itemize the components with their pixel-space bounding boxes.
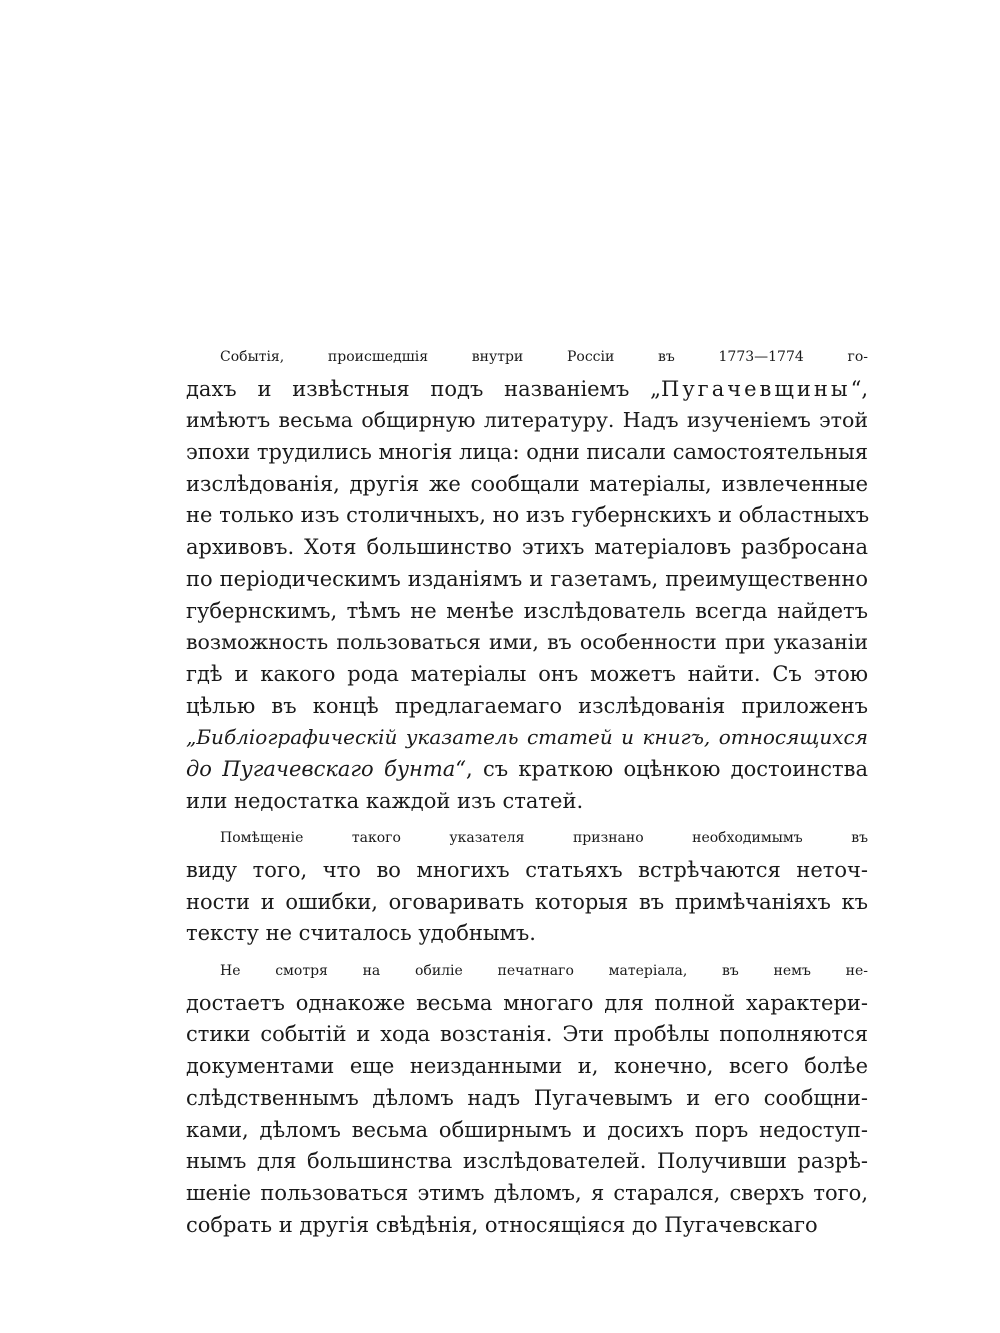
text-line xyxy=(186,1019,868,1051)
text-line xyxy=(186,342,868,374)
text-run: ности и ошибки, оговаривать которыя въ примѣчаніяхъ къ xyxy=(186,889,868,914)
text-run: не только изъ столичныхъ, но изъ губернскихъ и областныхъ xyxy=(186,503,870,528)
text-line xyxy=(186,918,868,950)
text-line xyxy=(186,1146,868,1178)
text-line xyxy=(186,659,868,691)
text-line xyxy=(186,1051,868,1083)
text-run: по періодическимъ изданіямъ и газетамъ, преимущественно xyxy=(186,566,868,591)
text-run: Событія, происшедшія внутри Россіи въ 1773—1774 го- xyxy=(220,349,868,365)
text-run: достаетъ однакоже весьма многаго для полной характери- xyxy=(186,990,868,1015)
text-run: собрать и другія свѣдѣнія, относящіяся до Пугачевскаго xyxy=(186,1212,818,1237)
text-run: имѣютъ весьма общирную литературу. Надъ изученіемъ этой xyxy=(186,408,868,433)
text-line xyxy=(186,469,868,501)
text-line xyxy=(186,564,868,596)
text-run: виду того, что во многихъ статьяхъ встрѣчаются неточ- xyxy=(186,858,868,882)
text-run: изслѣдованія, другія же сообщали матеріалы, извлеченные xyxy=(186,471,868,496)
text-line xyxy=(186,722,868,754)
text-line xyxy=(186,532,868,564)
text-line xyxy=(186,956,868,988)
paragraph xyxy=(186,823,868,950)
text-run: нымъ для большинства изслѣдователей. Получивши разрѣ- xyxy=(186,1149,868,1174)
text-run: губернскимъ, тѣмъ не менѣе изслѣдователь всегда найдетъ xyxy=(186,598,868,623)
text-line xyxy=(186,988,868,1020)
text-line xyxy=(186,1115,868,1147)
text-run: возможность пользоваться ими, въ особенности при указаніи xyxy=(186,630,868,655)
text-run: “, xyxy=(850,376,868,401)
text-line xyxy=(186,1210,868,1242)
text-run: слѣдственнымъ дѣломъ надъ Пугачевымъ и его сообщни- xyxy=(186,1085,868,1110)
text-run: документами еще неизданными и, конечно, всего болѣе xyxy=(186,1054,868,1079)
italic-text: до Пугачевскаго бунта“ xyxy=(186,756,466,781)
text-run: Не смотря на обиліе печатнаго матеріала, въ немъ не- xyxy=(220,963,868,980)
paragraph xyxy=(186,956,868,1241)
text-line xyxy=(186,1083,868,1115)
page-body-text xyxy=(186,342,868,1241)
text-run: тексту не считалось удобнымъ. xyxy=(186,921,536,946)
text-line xyxy=(186,500,868,532)
text-line xyxy=(186,786,868,818)
text-line xyxy=(186,823,868,855)
text-run: , съ краткою оцѣнкою достоинства xyxy=(466,756,868,781)
text-run: ками, дѣломъ весьма обширнымъ и досихъ поръ недоступ- xyxy=(186,1117,868,1142)
paragraph xyxy=(186,342,868,817)
text-line xyxy=(186,596,868,628)
text-line xyxy=(186,887,868,919)
text-line xyxy=(186,691,868,723)
text-line xyxy=(186,437,868,469)
text-run: шеніе пользоваться этимъ дѣломъ, я старался, сверхъ того, xyxy=(186,1180,868,1205)
text-line xyxy=(186,1178,868,1210)
text-line xyxy=(186,855,868,887)
text-run: или недостатка каждой изъ статей. xyxy=(186,788,584,813)
text-run: эпохи трудились многія лица: одни писали самостоятельныя xyxy=(186,440,869,465)
italic-text: „Библіографическій указатель статей и книгъ, относящихся xyxy=(186,725,868,750)
text-line xyxy=(186,754,868,786)
text-run: дахъ и извѣстныя подъ названіемъ „ xyxy=(186,376,662,401)
text-run: стики событій и хода возстанія. Эти пробѣлы пополняются xyxy=(186,1022,868,1047)
text-run: гдѣ и какого рода матеріалы онъ можетъ найти. Съ этою xyxy=(186,661,868,686)
text-run: цѣлью въ концѣ предлагаемаго изслѣдованія приложенъ xyxy=(186,693,868,718)
text-line xyxy=(186,627,868,659)
spaced-text: Пугачевщины xyxy=(661,376,851,401)
text-run: Помѣщеніе такого указателя признано необходимымъ въ xyxy=(220,830,868,847)
text-run: архивовъ. Хотя большинство этихъ матеріаловъ разбросана xyxy=(186,535,868,560)
text-line xyxy=(186,405,868,437)
text-line xyxy=(186,374,868,406)
